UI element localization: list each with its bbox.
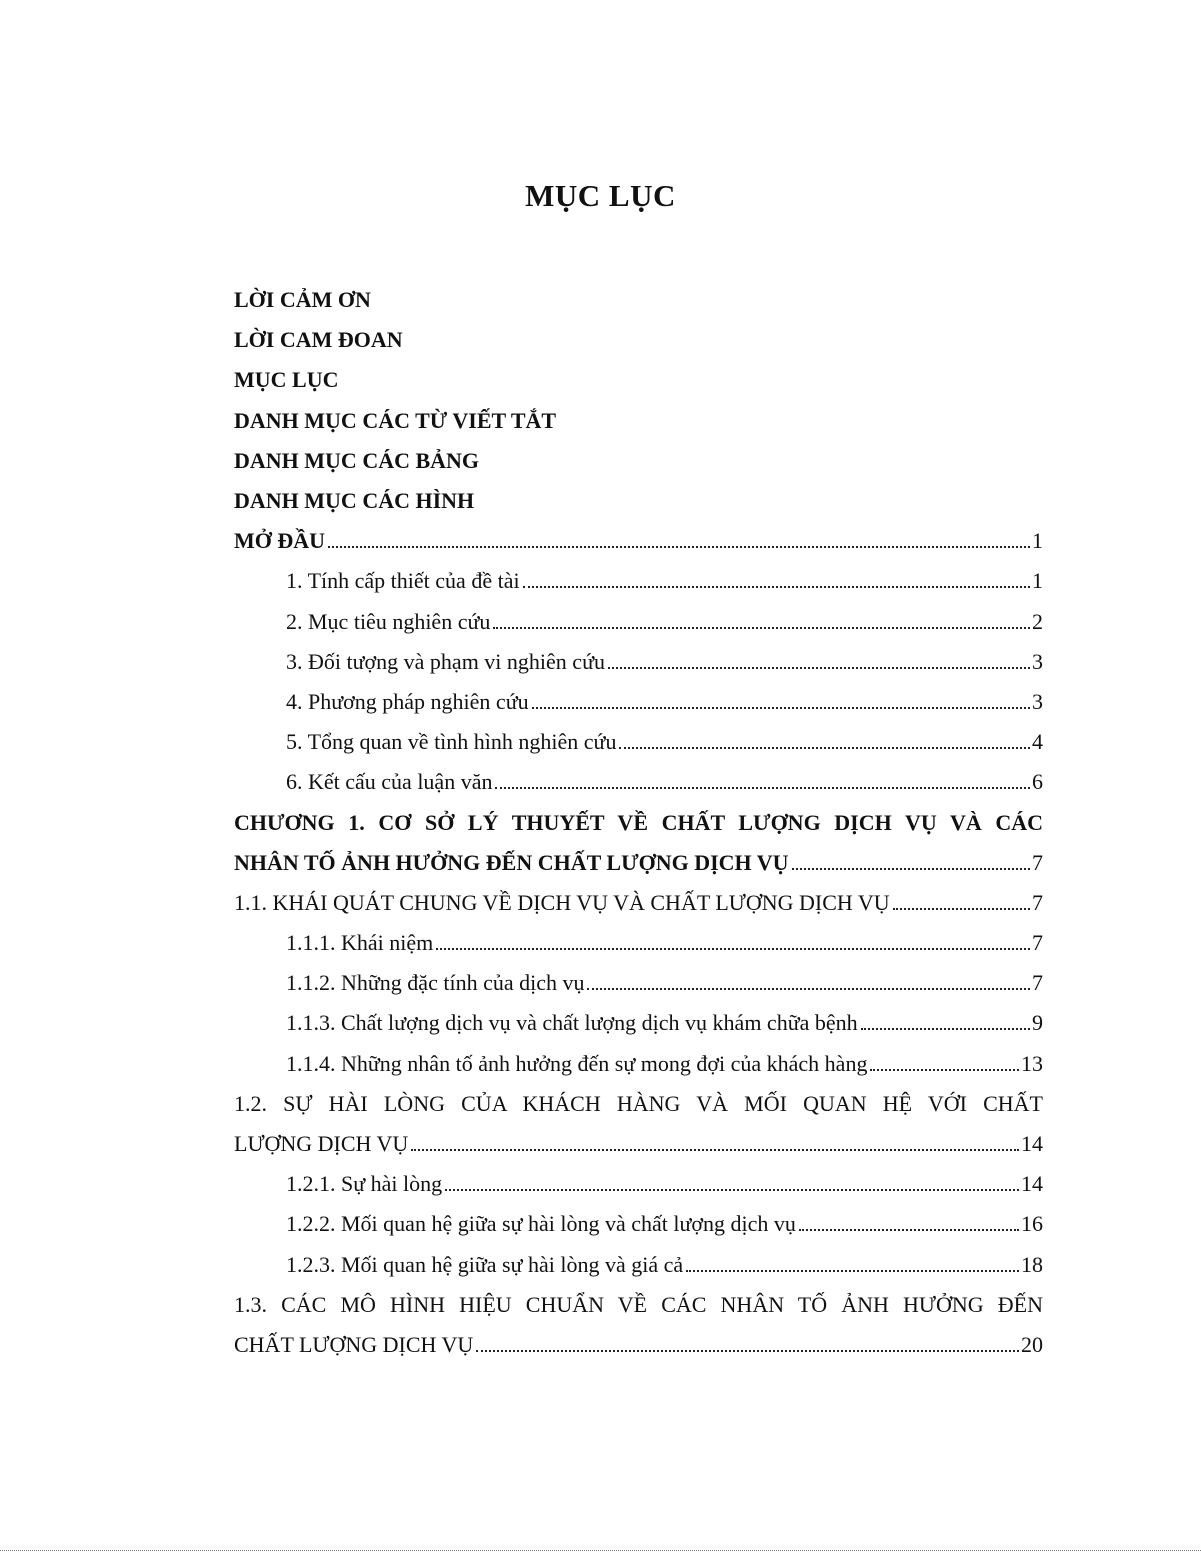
toc-entry	[234, 1003, 1043, 1043]
toc-entry-text: NHÂN TỐ ẢNH HƯỞNG ĐẾN CHẤT LƯỢNG DỊCH VỤ	[234, 849, 789, 875]
toc-entry-loi-cam-doan	[234, 320, 1043, 360]
dot-leader	[532, 707, 1030, 709]
toc-entry-section-1-2-line-2	[234, 1124, 1043, 1164]
toc-entry-section-1-1	[234, 883, 1043, 923]
toc-page-number: 1	[1032, 568, 1043, 594]
dot-leader	[436, 948, 1030, 950]
toc-entry-text: 1.1. KHÁI QUÁT CHUNG VỀ DỊCH VỤ VÀ CHẤT LƯỢNG DỊCH VỤ	[234, 889, 890, 915]
toc-entry-text: 1.2.1. Sự hài lòng	[286, 1171, 443, 1197]
toc-entry-text: MỤC LỤC	[234, 367, 339, 393]
toc-entry	[234, 561, 1043, 601]
toc-entry-section-1-2-line-1	[234, 1084, 1043, 1124]
dot-leader	[495, 787, 1030, 789]
toc-entry-mo-dau	[234, 521, 1043, 561]
toc-entry-text: DANH MỤC CÁC HÌNH	[234, 488, 475, 514]
toc-entry-muc-luc	[234, 360, 1043, 400]
toc-entry	[234, 923, 1043, 963]
toc-page-number: 1	[1032, 528, 1043, 554]
dot-leader	[476, 1350, 1019, 1352]
toc-page-number: 7	[1032, 970, 1043, 996]
page-bottom-edge	[0, 1550, 1201, 1553]
toc-entry	[234, 682, 1043, 722]
toc-page-number: 7	[1032, 849, 1043, 875]
toc-page-number: 14	[1021, 1171, 1043, 1197]
toc-entry	[234, 963, 1043, 1003]
toc-page-number: 9	[1032, 1010, 1043, 1036]
toc-entry-text: 1.3. CÁC MÔ HÌNH HIỆU CHUẨN VỀ CÁC NHÂN TỐ ẢNH HƯỞNG ĐẾN	[234, 1291, 1043, 1317]
toc-entry-text: 1.1.3. Chất lượng dịch vụ và chất lượng dịch vụ khám chữa bệnh	[286, 1010, 858, 1036]
toc-entry	[234, 1245, 1043, 1285]
toc-entry-text: 6. Kết cấu của luận văn	[286, 769, 493, 795]
toc-page-number: 13	[1021, 1050, 1043, 1076]
toc-entry	[234, 762, 1043, 802]
toc-entry-text: LỜI CẢM ƠN	[234, 287, 371, 313]
toc-entry-text: MỞ ĐẦU	[234, 528, 326, 554]
toc-page-number: 3	[1032, 688, 1043, 714]
toc-entry-text: 1.2. SỰ HÀI LÒNG CỦA KHÁCH HÀNG VÀ MỐI QUAN HỆ VỚI CHẤT	[234, 1090, 1043, 1116]
toc-entry-chapter-1-line-2	[234, 843, 1043, 883]
dot-leader	[870, 1069, 1019, 1071]
toc-page-number: 16	[1021, 1211, 1043, 1237]
toc-entry	[234, 642, 1043, 682]
toc-entry-danh-muc-hinh	[234, 481, 1043, 521]
toc-entry-danh-muc-tu-viet-tat	[234, 401, 1043, 441]
toc-page-number: 6	[1032, 769, 1043, 795]
dot-leader	[445, 1189, 1019, 1191]
toc-page-number: 2	[1032, 608, 1043, 634]
toc-entry-text: 1.1.4. Những nhân tố ảnh hưởng đến sự mong đợi của khách hàng	[286, 1050, 868, 1076]
dot-leader	[861, 1028, 1030, 1030]
toc-entry-text: LỜI CAM ĐOAN	[234, 327, 403, 353]
toc-page-number: 4	[1032, 729, 1043, 755]
dot-leader	[619, 747, 1030, 749]
toc-entry-text: 5. Tổng quan về tình hình nghiên cứu	[286, 729, 617, 755]
toc-entry	[234, 722, 1043, 762]
toc-entry-text: 1.1.2. Những đặc tính của dịch vụ	[286, 970, 585, 996]
toc-entry-text: 4. Phương pháp nghiên cứu	[286, 688, 529, 714]
toc-entry-danh-muc-bang	[234, 441, 1043, 481]
toc-page-number: 20	[1021, 1331, 1043, 1357]
toc-entry-text: 2. Mục tiêu nghiên cứu	[286, 608, 491, 634]
toc-entry	[234, 1164, 1043, 1204]
page-title: MỤC LỤC	[525, 178, 676, 213]
dot-leader	[799, 1229, 1019, 1231]
toc-entry	[234, 602, 1043, 642]
toc-entry-text: 3. Đối tượng và phạm vi nghiên cứu	[286, 648, 605, 674]
toc-entry-section-1-3-line-2	[234, 1325, 1043, 1365]
toc-entry-chapter-1-line-1	[234, 802, 1043, 842]
toc-entry-text: CHẤT LƯỢNG DỊCH VỤ	[234, 1331, 474, 1357]
toc-entry-text: DANH MỤC CÁC BẢNG	[234, 447, 480, 473]
toc-entry-text: LƯỢNG DỊCH VỤ	[234, 1131, 409, 1157]
toc-entry-section-1-3-line-1	[234, 1285, 1043, 1325]
table-of-contents	[234, 280, 1043, 1365]
toc-entry-text: DANH MỤC CÁC TỪ VIẾT TẮT	[234, 407, 557, 433]
dot-leader	[411, 1149, 1019, 1151]
toc-page-number: 18	[1021, 1251, 1043, 1277]
dot-leader	[523, 586, 1030, 588]
toc-page-number: 7	[1032, 889, 1043, 915]
toc-entry	[234, 1044, 1043, 1084]
toc-entry-text: 1.2.3. Mối quan hệ giữa sự hài lòng và giá cả	[286, 1251, 684, 1277]
toc-entry-text: 1. Tính cấp thiết của đề tài	[286, 568, 520, 594]
toc-page-number: 14	[1021, 1131, 1043, 1157]
dot-leader	[493, 627, 1030, 629]
dot-leader	[686, 1270, 1019, 1272]
toc-page-number: 7	[1032, 930, 1043, 956]
dot-leader	[328, 546, 1030, 548]
toc-entry	[234, 1204, 1043, 1244]
toc-page-number: 3	[1032, 648, 1043, 674]
toc-entry-text: 1.1.1. Khái niệm	[286, 930, 434, 956]
toc-entry-text: CHƯƠNG 1. CƠ SỞ LÝ THUYẾT VỀ CHẤT LƯỢNG DỊCH VỤ VÀ CÁC	[234, 809, 1043, 835]
toc-entry-loi-cam-on	[234, 280, 1043, 320]
dot-leader	[893, 908, 1030, 910]
dot-leader	[792, 868, 1030, 870]
toc-entry-text: 1.2.2. Mối quan hệ giữa sự hài lòng và chất lượng dịch vụ	[286, 1211, 796, 1237]
dot-leader	[608, 667, 1030, 669]
dot-leader	[587, 988, 1030, 990]
